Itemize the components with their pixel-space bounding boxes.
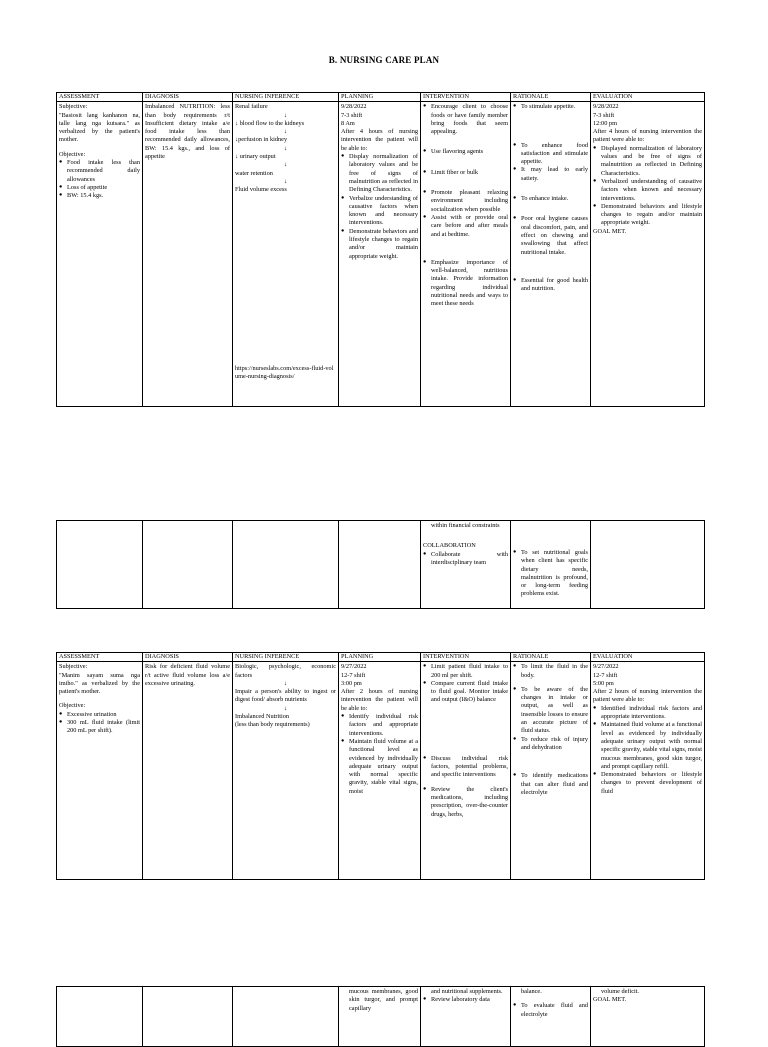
rationale-item: ● To identify medications that can alter fluid and electrolyte (521, 772, 588, 797)
inference-line: Impair a person's ability to ingest or digest food/ absorb nutrients (235, 688, 336, 704)
inference-line: Fluid volume excess (235, 186, 287, 194)
header-row (57, 653, 705, 662)
evaluation-item: ● Identified individual risk factors and appropriate interventions. (601, 705, 702, 722)
objective-item: ● Loss of appetite (67, 184, 140, 192)
intervention-list (423, 103, 508, 308)
intervention-list (423, 996, 508, 1004)
planning-intro: After 2 hours of nursing intervention the patient will be able to: (341, 688, 418, 712)
evaluation-cell (591, 662, 705, 880)
evaluation-intro: After 4 hours of nursing intervention the patient were able to: (593, 128, 702, 144)
planning-continuation: mucous membranes, good skin turgor, and prompt capillary (349, 988, 418, 1012)
inference-cell (233, 521, 339, 609)
intervention-item: ● Review the client's medications, including prescription, over-the-counter drugs, herbs, (431, 786, 508, 819)
intervention-item: ● Limit patient fluid intake to 200 ml per shift. (431, 663, 508, 680)
evaluation-time: 5:00 pm (593, 679, 614, 687)
planning-item: ● Maintain fluid volume at a functional level as evidenced by individually adequate urinary output with normal specific gravity, stable vital signs, moist (349, 738, 418, 796)
evaluation-shift: 7-3 shift (593, 111, 615, 119)
rationale-item: ● To enhance intake. (521, 195, 588, 203)
collaboration-list (423, 551, 508, 568)
rationale-item: ● To be aware of the changes in intake or output, as well as insensible losses to ensure an accurate picture of fluid status. (521, 686, 588, 736)
header-diagnosis: DIAGNOSIS (143, 93, 233, 102)
objective-list (59, 711, 140, 736)
evaluation-list (593, 145, 702, 228)
rationale-list (513, 1002, 588, 1019)
header-nursing-inference: NURSING INFERENCE (233, 93, 339, 102)
intervention-item: ● Promote pleasant relaxing environment including socialization when possible (431, 189, 508, 214)
intervention-cell (421, 987, 511, 1047)
care-plan-table-fluid-volume (56, 652, 705, 880)
planning-list (341, 153, 418, 261)
diagnosis-cell (143, 521, 233, 609)
evaluation-continuation: volume deficit. (601, 988, 640, 995)
rationale-item: ● It may lead to early satiety. (521, 166, 588, 183)
inference-line: ↓ blood flow to the kidneys (235, 119, 305, 127)
intervention-continuation: and nutritional supplements. (431, 988, 503, 995)
page-title: B. NURSING CARE PLAN (328, 55, 440, 65)
intervention-continuation: within financial constraints (431, 522, 500, 529)
diagnosis-cell: Risk for deficient fluid volume r/t active fluid volume loss a/e excessive urinating. (143, 662, 233, 880)
subjective-text: "Basiosit lang kanhanon na, talle lang nga kutsara." as verbalized by the patient's mother. (59, 111, 140, 144)
assessment-cell (57, 102, 143, 407)
planning-item: ● Display normalization of laboratory values and be free of signs of malnutrition as reflected in Defining Characteristics. (349, 153, 418, 194)
rationale-item: ● To evaluate fluid and electrolyte (521, 1002, 588, 1019)
goal-status: GOAL MET. (593, 227, 627, 235)
rationale-list (513, 103, 588, 293)
down-arrow-icon: ↓ (283, 704, 288, 712)
rationale-cell (511, 987, 591, 1047)
rationale-item: ● Poor oral hygiene causes oral discomfort, pain, and effect on chewing and swallowing that affect nutritional intake. (521, 215, 588, 256)
diagnosis-cell (143, 987, 233, 1047)
evaluation-cell (591, 987, 705, 1047)
rationale-item: ● Essential for good health and nutrition. (521, 277, 588, 294)
reference-link[interactable]: https://nurseslabs.com/excess-fluid-volume-nursing-diagnosis/ (235, 364, 334, 380)
evaluation-cell (591, 102, 705, 407)
assessment-cell (57, 662, 143, 880)
planning-list (341, 713, 418, 796)
planning-cell (339, 987, 421, 1047)
evaluation-date: 9/28/2022 (593, 103, 619, 111)
intervention-item: ● Assist with or provide oral care before and after meals and at bedtime. (431, 214, 508, 239)
header-intervention: INTERVENTION (421, 93, 511, 102)
intervention-item: ● Compare current fluid intake to fluid goal. Monitor intake and output (I&O) balance (431, 680, 508, 705)
subjective-text: "Manim sayam suma nga imiho." as verbalized by the patient's mother. (59, 671, 140, 696)
rationale-cell (511, 102, 591, 407)
header-diagnosis: DIAGNOSIS (143, 653, 233, 662)
assessment-cell (57, 987, 143, 1047)
evaluation-list (593, 705, 702, 796)
intervention-item: ● Use flavoring agents (431, 148, 508, 156)
assessment-cell (57, 521, 143, 609)
objective-item: ● Food intake less than recommended daily allowances (67, 159, 140, 184)
intervention-list (423, 663, 508, 819)
inference-line: Biologic, psychologic, economic factors (235, 663, 336, 679)
planning-date: 9/27/2022 (341, 663, 367, 671)
planning-item: ● Identify individual risk factors and appropriate interventions. (349, 713, 418, 738)
intervention-cell (421, 102, 511, 407)
inference-line: (less than body requirements) (235, 721, 310, 729)
evaluation-time: 12:00 pm (593, 119, 617, 127)
content-row (57, 987, 705, 1047)
subjective-label: Subjective: (59, 103, 88, 111)
inference-line: ↓perfusion in kidney (235, 136, 288, 144)
planning-intro: After 4 hours of nursing intervention the patient will be able to: (341, 128, 418, 152)
planning-item: ● Demonstrate behaviors and lifestyle changes to regain and/or maintain appropriate weight. (349, 228, 418, 261)
evaluation-item: ● Maintained fluid volume at a functional level as evidenced by individually adequate urinary output with normal specific gravity, stable vital signs, moist mucous membranes, good skin turgor, and prompt capillary refill. (601, 721, 702, 771)
rationale-item: ● To limit the fluid in the body. (521, 663, 588, 680)
intervention-cell (421, 521, 511, 609)
planning-date: 9/28/2022 (341, 103, 367, 111)
evaluation-cell (591, 521, 705, 609)
evaluation-item: ● Demonstrated behaviors or lifestyle changes to prevent development of fluid (601, 771, 702, 796)
header-assessment: ASSESSMENT (57, 93, 143, 102)
inference-line: Imbalanced Nutrition (235, 713, 290, 721)
care-plan-table-continuation-1 (56, 520, 705, 609)
header-assessment: ASSESSMENT (57, 653, 143, 662)
evaluation-item: ● Demonstrated behaviors and lifestyle changes to regain and/or maintain appropriate weight. (601, 203, 702, 228)
content-row (57, 521, 705, 609)
evaluation-intro: After 2 hours of nursing intervention the patient were able to: (593, 688, 702, 704)
inference-cell (233, 987, 339, 1047)
inference-line: water retention (235, 169, 273, 177)
header-planning: PLANNING (339, 93, 421, 102)
subjective-label: Subjective: (59, 663, 88, 671)
down-arrow-icon: ↓ (283, 177, 288, 185)
evaluation-shift: 12-7 shift (593, 671, 618, 679)
care-plan-table-nutrition (56, 92, 705, 407)
evaluation-date: 9/27/2022 (593, 663, 619, 671)
rationale-list (513, 663, 588, 797)
rationale-item: ● To stimulate appetite. (521, 103, 588, 111)
rationale-list (513, 549, 588, 599)
objective-item: ● 300 mL fluid intake (limit 200 mL per shift). (67, 719, 140, 736)
down-arrow-icon: ↓ (283, 128, 288, 136)
collaboration-item: ● Collaborate with interdisciplinary team (431, 551, 508, 568)
rationale-continuation: balance. (521, 988, 542, 995)
header-nursing-inference: NURSING INFERENCE (233, 653, 339, 662)
header-row (57, 93, 705, 102)
planning-cell (339, 521, 421, 609)
down-arrow-icon: ↓ (283, 161, 288, 169)
inference-line: Renal failure (235, 103, 268, 111)
objective-label: Objective: (59, 702, 86, 710)
planning-shift: 7-3 shift (341, 111, 363, 119)
content-row (57, 662, 705, 880)
rationale-cell (511, 521, 591, 609)
intervention-item: ● Review laboratory data (431, 996, 508, 1004)
planning-shift: 12-7 shift (341, 671, 366, 679)
content-row (57, 102, 705, 407)
planning-time: 3:00 pm (341, 679, 362, 687)
planning-cell (339, 102, 421, 407)
intervention-item: ● Encourage client to choose foods or have family member bring foods that seem appealing. (431, 103, 508, 136)
intervention-item: ● Emphasize importance of well-balanced, nutritious intake. Provide information regarding individual nutritional needs and ways to meet these needs (431, 259, 508, 309)
down-arrow-icon: ↓ (283, 144, 288, 152)
objective-list (59, 159, 140, 200)
down-arrow-icon: ↓ (283, 111, 288, 119)
header-planning: PLANNING (339, 653, 421, 662)
header-rationale: RATIONALE (511, 653, 591, 662)
evaluation-item: ● Displayed normalization of laboratory values and be free of signs of malnutrition as reflected in Defining Characteristics. (601, 145, 702, 178)
evaluation-item: ● Verbalized understanding of causative factors when known and necessary interventions. (601, 178, 702, 203)
rationale-cell (511, 662, 591, 880)
objective-item: ● BW: 15.4 kgs. (67, 192, 140, 200)
header-evaluation: EVALUATION (591, 653, 705, 662)
rationale-item: ● To reduce risk of injury and dehydration (521, 736, 588, 753)
inference-cell (233, 662, 339, 880)
planning-cell (339, 662, 421, 880)
header-evaluation: EVALUATION (591, 93, 705, 102)
rationale-item: ● To enhance food satisfaction and stimulate appetite. (521, 142, 588, 167)
intervention-item: ● Discuss individual risk factors, potential problems, and specific interventions (431, 755, 508, 780)
collaboration-label: COLLABORATION (423, 542, 476, 550)
diagnosis-cell: Imbalanced NUTRITION: less than body requirements r/t Insufficient dietary intake a/e food intake less than recommended daily allowances, BW: 15.4 kgs., and loss of appetite (143, 102, 233, 407)
header-intervention: INTERVENTION (421, 653, 511, 662)
inference-cell (233, 102, 339, 407)
planning-item: ● Verbalize understanding of causative factors when known and necessary interventions. (349, 195, 418, 228)
planning-time: 8 Am (341, 119, 355, 127)
down-arrow-icon: ↓ (283, 679, 288, 687)
intervention-cell (421, 662, 511, 880)
inference-line: ↓ urinary output (235, 153, 276, 161)
header-rationale: RATIONALE (511, 93, 591, 102)
intervention-item: ● Limit fiber or bulk (431, 169, 508, 177)
goal-status: GOAL MET. (593, 996, 627, 1004)
objective-item: ● Excessive urination (67, 711, 140, 719)
rationale-item: ● To set nutritional goals when client has specific dietary needs, malnutrition is profound, or long-term feeding problems exist. (521, 549, 588, 599)
objective-label: Objective: (59, 150, 86, 158)
care-plan-table-continuation-2 (56, 986, 705, 1047)
